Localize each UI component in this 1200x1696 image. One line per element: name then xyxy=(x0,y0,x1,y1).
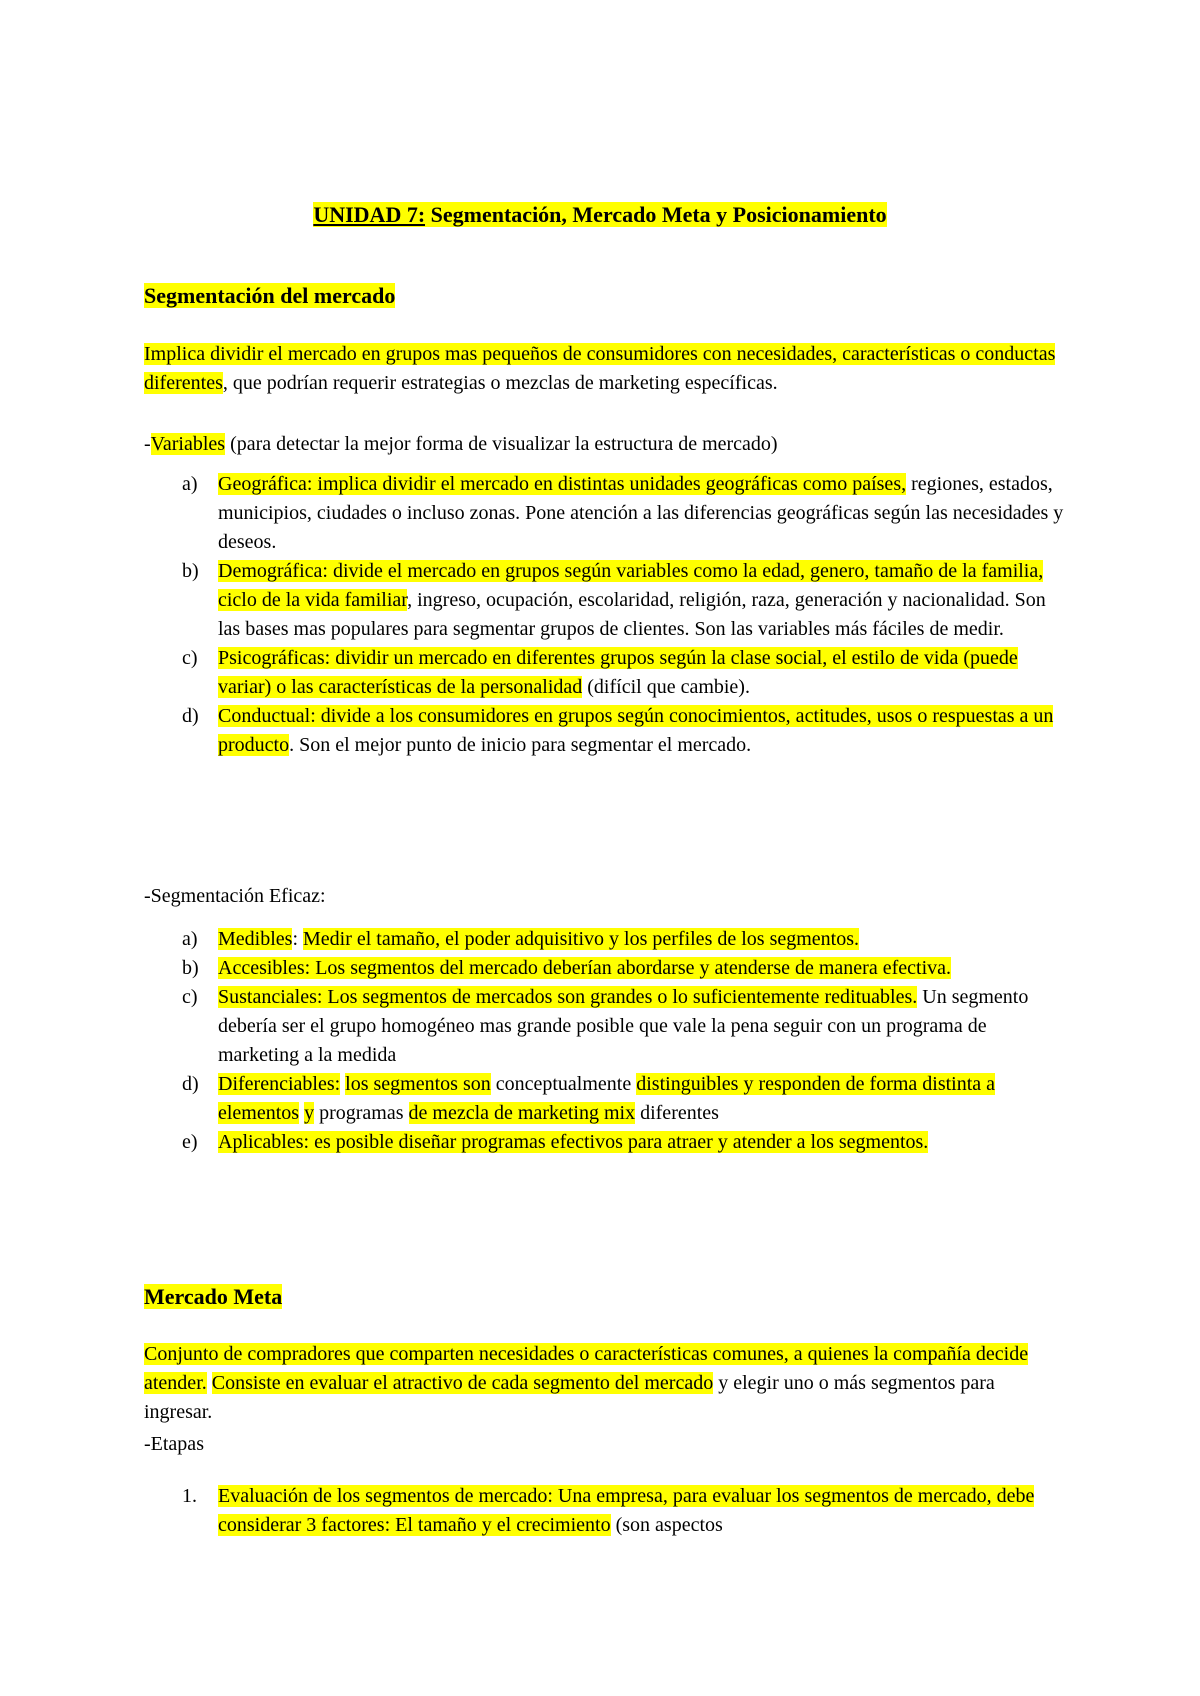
eficaz-item: a) Medibles: Medir el tamaño, el poder adquisitivo y los perfiles de los segmentos. xyxy=(182,928,859,950)
eficaz-item: b) Accesibles: Los segmentos del mercado deberían abordarse y atenderse de manera efectiva. xyxy=(182,957,951,979)
document-title xyxy=(0,200,1200,230)
eficaz-item: d) Diferenciables: los segmentos son conceptualmente distinguibles y responden de forma distinta a elementos y programas de mezcla de marketing mix diferentes xyxy=(182,1073,996,1124)
variable-item: d) Conductual: divide a los consumidores en grupos según conocimientos, actitudes, usos o respuestas a un producto. Son el mejor punto de inicio para segmentar el mercado. xyxy=(182,705,1054,756)
variable-item: c) Psicográficas: dividir un mercado en diferentes grupos según la clase social, el estilo de vida (puede variar) o las características de la personalidad (difícil que cambie). xyxy=(182,647,1018,698)
eficaz-label: -Segmentación Eficaz: xyxy=(144,885,326,907)
eficaz-item: e) Aplicables: es posible diseñar programas efectivos para atraer y atender a los segmentos. xyxy=(182,1131,929,1153)
variable-item: a) Geográfica: implica dividir el mercado en distintas unidades geográficas como países, regiones, estados, municipios, ciudades o incluso zonas. Pone atención a las diferencias geográficas según las necesidades y deseos. xyxy=(182,473,1064,553)
eficaz-item: c) Sustanciales: Los segmentos de mercados son grandes o lo suficientemente redituables. Un segmento debería ser el grupo homogéneo mas grande posible que vale la pena seguir con un programa de marketing a la medida xyxy=(182,986,1029,1066)
section-mercado-meta xyxy=(144,1282,1064,1312)
heading-segmentacion: Segmentación del mercado xyxy=(144,283,396,308)
heading-mercado-meta: Mercado Meta xyxy=(144,1284,283,1309)
etapas-label: -Etapas xyxy=(144,1433,204,1455)
etapa-item: 1. Evaluación de los segmentos de mercado: Una empresa, para evaluar los segmentos de mercado, debe considerar 3 factores: El tamaño y el crecimiento (son aspectos xyxy=(182,1485,1035,1536)
title-unit: UNIDAD 7: xyxy=(313,202,426,227)
mercado-meta-intro: Conjunto de compradores que comparten necesidades o características comunes, a quienes la compañía decide atender. Consiste en evaluar el atractivo de cada segmento del mercado y elegir uno o más segmentos para ingresar. xyxy=(144,1343,1029,1423)
title-text: Segmentación, Mercado Meta y Posicionamiento xyxy=(425,202,887,227)
variable-item: b) Demográfica: divide el mercado en grupos según variables como la edad, genero, tamaño de la familia, ciclo de la vida familiar, ingreso, ocupación, escolaridad, religión, raza, generación y nacionalidad. Son las bases mas populares para segmentar grupos de clientes. Son las variables más fáciles de medir. xyxy=(182,560,1046,640)
segmentacion-intro: Implica dividir el mercado en grupos mas pequeños de consumidores con necesidades, características o conductas diferentes, que podrían requerir estrategias o mezclas de marketing específicas. xyxy=(144,343,1056,394)
section-segmentacion xyxy=(144,281,1064,311)
variables-label: -Variables (para detectar la mejor forma de visualizar la estructura de mercado) xyxy=(144,433,778,455)
etapas-list xyxy=(144,1482,1064,1540)
variables-list xyxy=(144,470,1064,760)
eficaz-list xyxy=(144,925,1064,1157)
